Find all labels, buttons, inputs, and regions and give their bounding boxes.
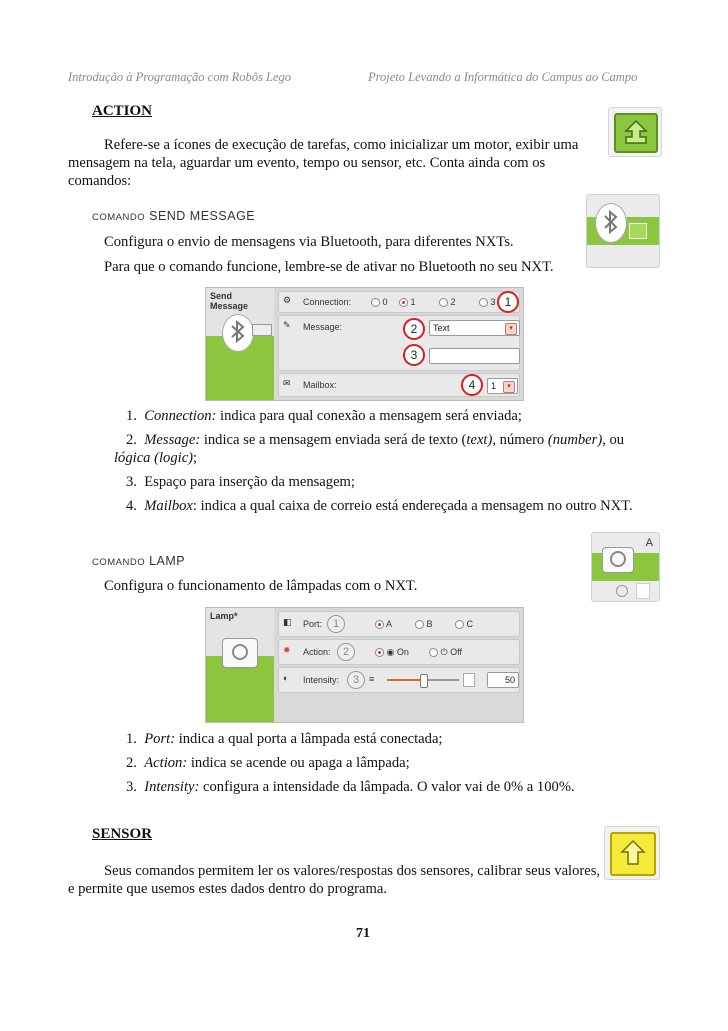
mailbox-label: Mailbox: (303, 380, 337, 390)
lamp-icon (591, 532, 660, 602)
action-row (278, 639, 520, 665)
conn-option-1[interactable]: 1 (399, 297, 416, 307)
lamp-block-title: Lamp* (210, 611, 238, 621)
lamp-bulb-icon (232, 644, 248, 660)
mailbox-row (278, 373, 520, 397)
sensor-text-line2: e permite que usemos estes dados dentro do programa. (68, 881, 387, 897)
lamp-item-2: 2. Action: indica se acende ou apaga a lâmpada; (126, 755, 410, 771)
action-text-line1: Refere-se a ícones de execução de tarefas, como inicializar um motor, exibir uma (104, 137, 579, 153)
conn-option-3[interactable]: 3 (479, 297, 496, 307)
sensor-text-line1: Seus comandos permitem ler os valores/respostas dos sensores, calibrar seus valores, (104, 863, 601, 879)
message-icon: ✎ (283, 320, 291, 330)
conn-option-2[interactable]: 2 (439, 297, 456, 307)
sm-item-1: 1. Connection: indica para qual conexão a mensagem será enviada; (126, 408, 522, 424)
callout-2: 2 (403, 318, 425, 340)
message-type-select[interactable]: Text ▾ (429, 320, 520, 336)
lamp-callout-3: 3 (347, 671, 365, 689)
sensor-icon (604, 826, 660, 880)
bluetooth-icon (228, 320, 248, 344)
intensity-label: Intensity: (303, 675, 340, 685)
port-option-b[interactable]: B (415, 619, 433, 629)
action-star-icon: ✸ (283, 645, 291, 655)
action-off-option[interactable]: ⏻ Off (429, 647, 462, 658)
lamp-item-3: 3. Intensity: configura a intensidade da lâmpada. O valor vai de 0% a 100%. (126, 779, 575, 795)
callout-1: 1 (497, 291, 519, 313)
page-number: 71 (356, 926, 370, 941)
action-icon (608, 107, 662, 157)
sm-item-3: 3. Espaço para inserção da mensagem; (126, 474, 355, 490)
message-input[interactable] (429, 348, 520, 364)
connection-label: Connection: (303, 297, 352, 307)
lamp-panel (205, 607, 524, 723)
intensity-slider[interactable] (387, 679, 459, 681)
send-message-desc1: Configura o envio de mensagens via Bluetooth, para diferentes NXTs. (104, 234, 514, 250)
sm-item-2: 2. Message: indica se a mensagem enviada será de texto (text), número (number), ou (126, 432, 625, 448)
action-label: Action: (303, 647, 331, 657)
mailbox-select[interactable]: 1 ▾ (487, 378, 518, 394)
connection-icon: ⚙ (283, 295, 292, 305)
bars-high-icon (463, 673, 475, 687)
action-text-line3: comandos: (68, 173, 132, 189)
lamp-item-1: 1. Port: indica a qual porta a lâmpada está conectada; (126, 731, 443, 747)
port-option-c[interactable]: C (455, 619, 473, 629)
up-arrow-icon (616, 115, 656, 151)
up-arrow-icon (612, 834, 654, 874)
conn-option-0[interactable]: 0 (371, 297, 388, 307)
send-message-panel (205, 287, 524, 401)
block-title-2: Message (210, 301, 249, 311)
chevron-down-icon: ▾ (503, 381, 515, 393)
chevron-down-icon: ▾ (505, 323, 517, 335)
send-message-icon (586, 194, 660, 268)
mailbox-icon: ✉ (283, 378, 291, 388)
port-option-a[interactable]: A (375, 619, 392, 629)
message-label: Message: (303, 322, 343, 332)
sm-item-4: 4. Mailbox: indica a qual caixa de correio está endereçada a mensagem no outro NXT. (126, 498, 633, 514)
intensity-value-field[interactable]: 50 (487, 672, 519, 688)
send-message-desc2: Para que o comando funcione, lembre-se de ativar no Bluetooth no seu NXT. (104, 259, 554, 275)
lamp-desc: Configura o funcionamento de lâmpadas com o NXT. (104, 578, 418, 594)
callout-4: 4 (461, 374, 483, 396)
port-icon: ◧ (283, 617, 292, 627)
sm-item-2-cont: lógica (logic); (114, 450, 198, 466)
bars-low-icon: ≡ (369, 674, 375, 684)
lamp-icon-port: A (645, 537, 653, 549)
action-text-line2: mensagem na tela, aguardar um evento, tempo ou sensor, etc. Conta ainda com os (68, 155, 546, 171)
sensor-title: SENSOR (92, 826, 153, 842)
intensity-slider-thumb[interactable] (420, 674, 428, 688)
block-title-1: Send (210, 291, 233, 301)
lamp-heading: COMANDO LAMP (92, 554, 186, 568)
intensity-icon: ◐ (283, 673, 289, 683)
lamp-callout-2: 2 (337, 643, 355, 661)
intensity-row (278, 667, 520, 693)
port-label: Port: (303, 619, 323, 629)
port-row (278, 611, 520, 637)
header-left: Introdução à Programação com Robôs Lego (68, 70, 292, 84)
action-on-option[interactable]: ◉ On (375, 647, 409, 658)
send-message-heading: COMANDO SEND MESSAGE (92, 209, 256, 223)
callout-3: 3 (403, 344, 425, 366)
header-right: Projeto Levando a Informática do Campus ao Campo (368, 70, 638, 84)
bluetooth-icon (601, 209, 621, 235)
intensity-slider-fill (387, 679, 423, 681)
connection-row (278, 291, 520, 313)
lamp-callout-1: 1 (327, 615, 345, 633)
message-row (278, 315, 520, 371)
action-title: ACTION (92, 103, 153, 119)
